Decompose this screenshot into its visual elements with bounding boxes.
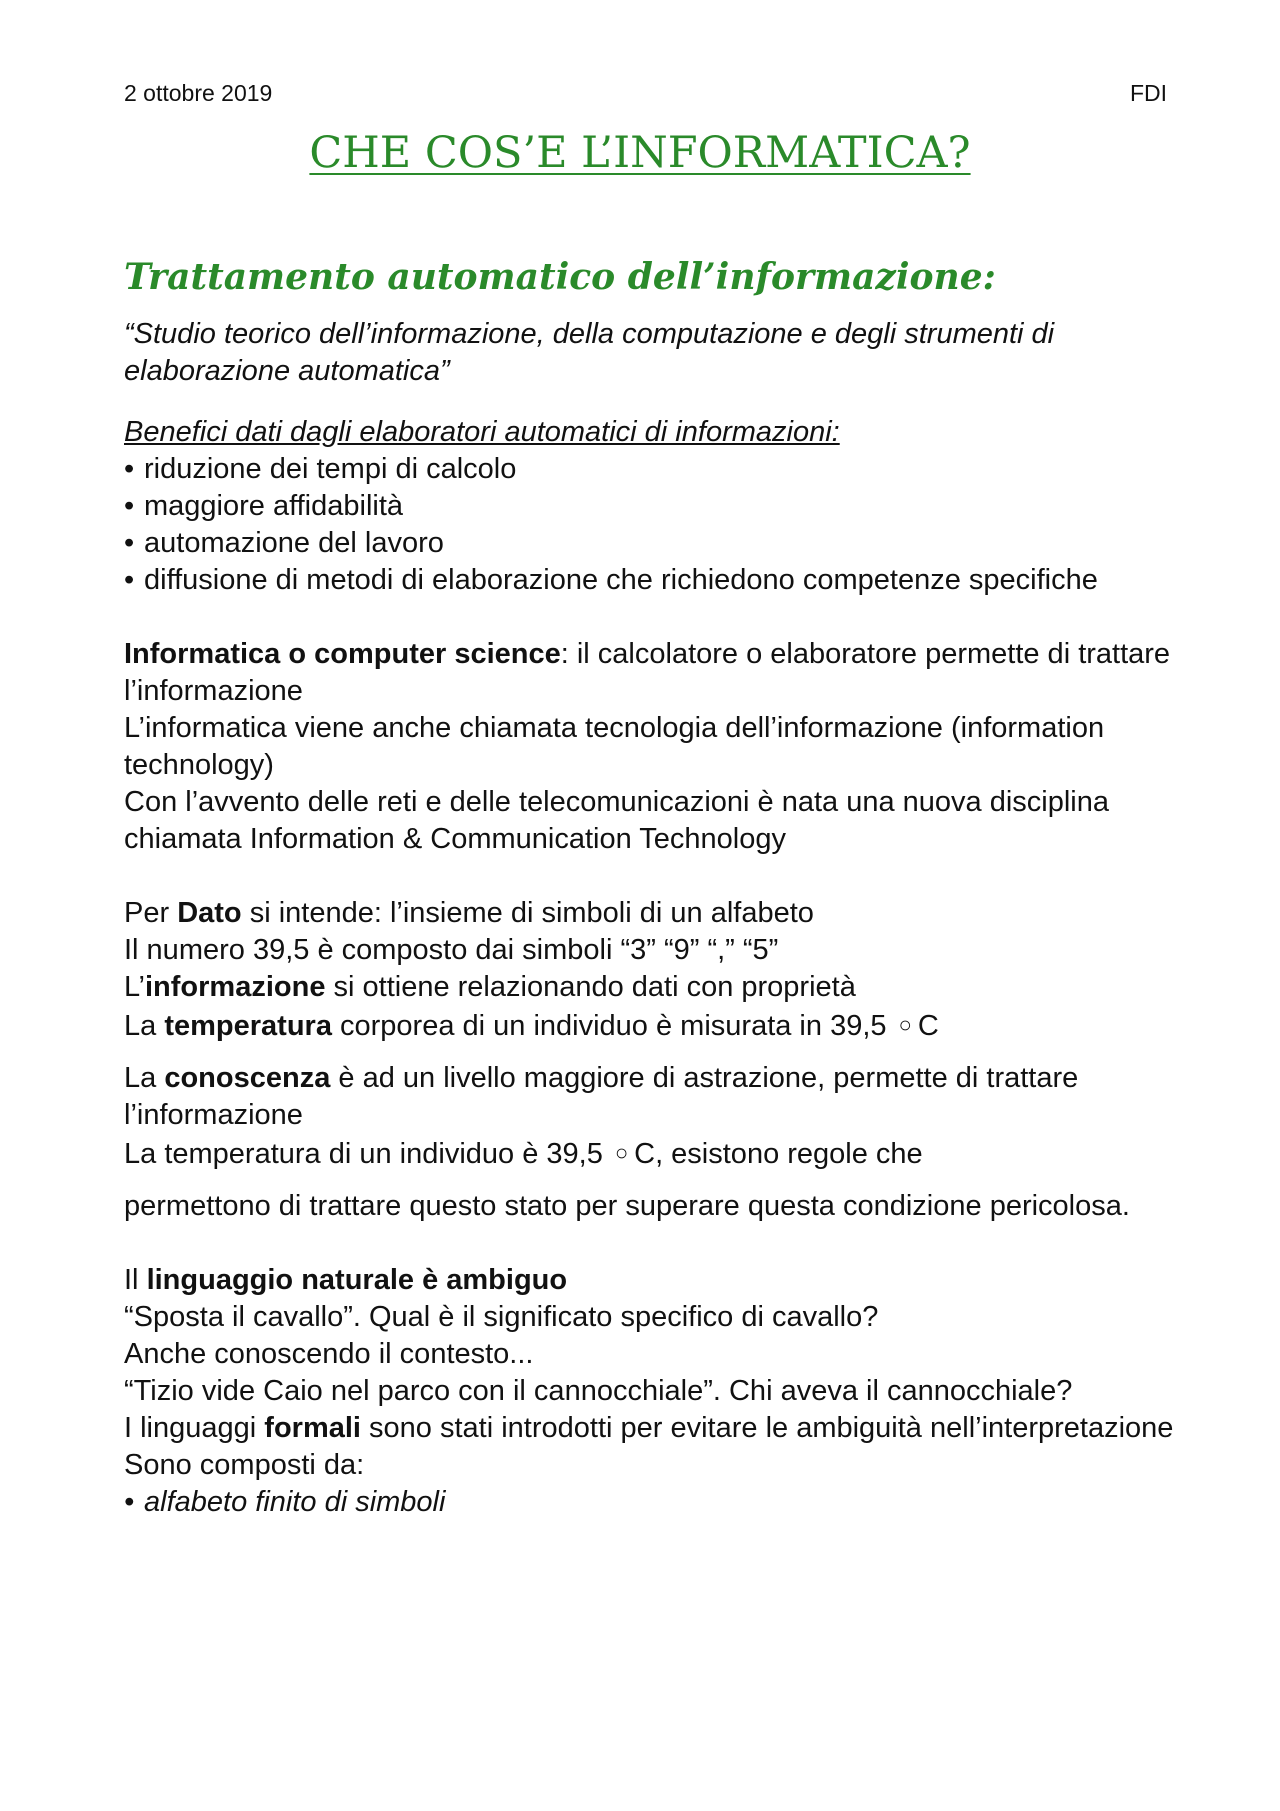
list-item: • maggiore affidabilità (124, 488, 1184, 525)
benefits-heading: Benefici dati dagli elaboratori automatici di informazioni: (124, 416, 840, 448)
text: La temperatura di un individuo è 39,5 (124, 1138, 603, 1170)
document-body (124, 254, 1184, 1521)
text: La (124, 1010, 165, 1042)
temperatura-line (124, 1006, 1184, 1045)
list-item: • automazione del lavoro (124, 525, 1184, 562)
text: C (917, 1010, 939, 1042)
term-bold: formali (264, 1412, 361, 1444)
section-subtitle: Trattamento automatico dell’informazione: (124, 256, 996, 298)
term-bold: Dato (177, 897, 242, 929)
conoscenza-definition (124, 1060, 1184, 1134)
text: Per (124, 897, 178, 929)
linguaggio-line-1: “Sposta il cavallo”. Qual è il significato specifico di cavallo? (124, 1301, 879, 1333)
components-list (124, 1484, 1184, 1521)
benefits-list (124, 451, 1184, 599)
dato-definition (124, 895, 1184, 932)
conoscenza-continuation: permettono di trattare questo stato per superare questa condizione pericolosa. (124, 1190, 1130, 1222)
header-code: FDI (1129, 80, 1167, 106)
degree-icon: ○ (614, 1140, 629, 1165)
term-bold: temperatura (164, 1010, 332, 1042)
linguaggio-heading (124, 1262, 1184, 1299)
linguaggio-line-3: “Tizio vide Caio nel parco con il cannocchiale”. Chi aveva il cannocchiale? (124, 1375, 1073, 1407)
text: C, esistono regole che (634, 1138, 923, 1170)
definition-quote: “Studio teorico dell’informazione, della computazione e degli strumenti di elaborazione automatica” (124, 318, 1055, 387)
header-date: 2 ottobre 2019 (124, 80, 273, 106)
informatica-definition (124, 636, 1184, 710)
text: I linguaggi (124, 1412, 265, 1444)
list-item: • alfabeto finito di simboli (124, 1484, 1184, 1521)
text: L’ (124, 971, 145, 1003)
formali-line (124, 1410, 1184, 1447)
definition-text: : il calcolatore o elaboratore permette di trattare l’informazione (124, 638, 1171, 707)
informatica-line-3: Con l’avvento delle reti e delle telecomunicazioni è nata una nuova disciplina chiamata Information & Communication Technology (124, 786, 1110, 855)
term-bold: Informatica o computer science (124, 638, 561, 670)
composti-line: Sono composti da: (124, 1449, 365, 1481)
text: è ad un livello maggiore di astrazione, permette di trattare l’informazione (124, 1062, 1079, 1131)
degree-icon: ○ (898, 1012, 912, 1037)
term-bold: conoscenza (164, 1062, 331, 1094)
informatica-line-2: L’informatica viene anche chiamata tecnologia dell’informazione (information technology) (124, 712, 1105, 781)
informazione-definition (124, 969, 1184, 1006)
page-title: CHE COS’E L’INFORMATICA? (309, 128, 971, 178)
term-bold: linguaggio naturale è ambiguo (146, 1264, 568, 1296)
conoscenza-example (124, 1134, 1184, 1173)
list-item: • diffusione di metodi di elaborazione che richiedono competenze specifiche (124, 562, 1184, 599)
text: sono stati introdotti per evitare le ambiguità nell’interpretazione (360, 1412, 1174, 1444)
text: corporea di un individuo è misurata in 39,5 (331, 1010, 887, 1042)
list-item: • riduzione dei tempi di calcolo (124, 451, 1184, 488)
term-bold: informazione (144, 971, 326, 1003)
linguaggio-line-2: Anche conoscendo il contesto... (124, 1338, 534, 1370)
text: si ottiene relazionando dati con proprietà (325, 971, 856, 1003)
text: Il (124, 1264, 147, 1296)
text: si intende: l’insieme di simboli di un alfabeto (241, 897, 814, 929)
dato-example: Il numero 39,5 è composto dai simboli “3” “9” “,” “5” (124, 934, 779, 966)
text: La (124, 1062, 165, 1094)
